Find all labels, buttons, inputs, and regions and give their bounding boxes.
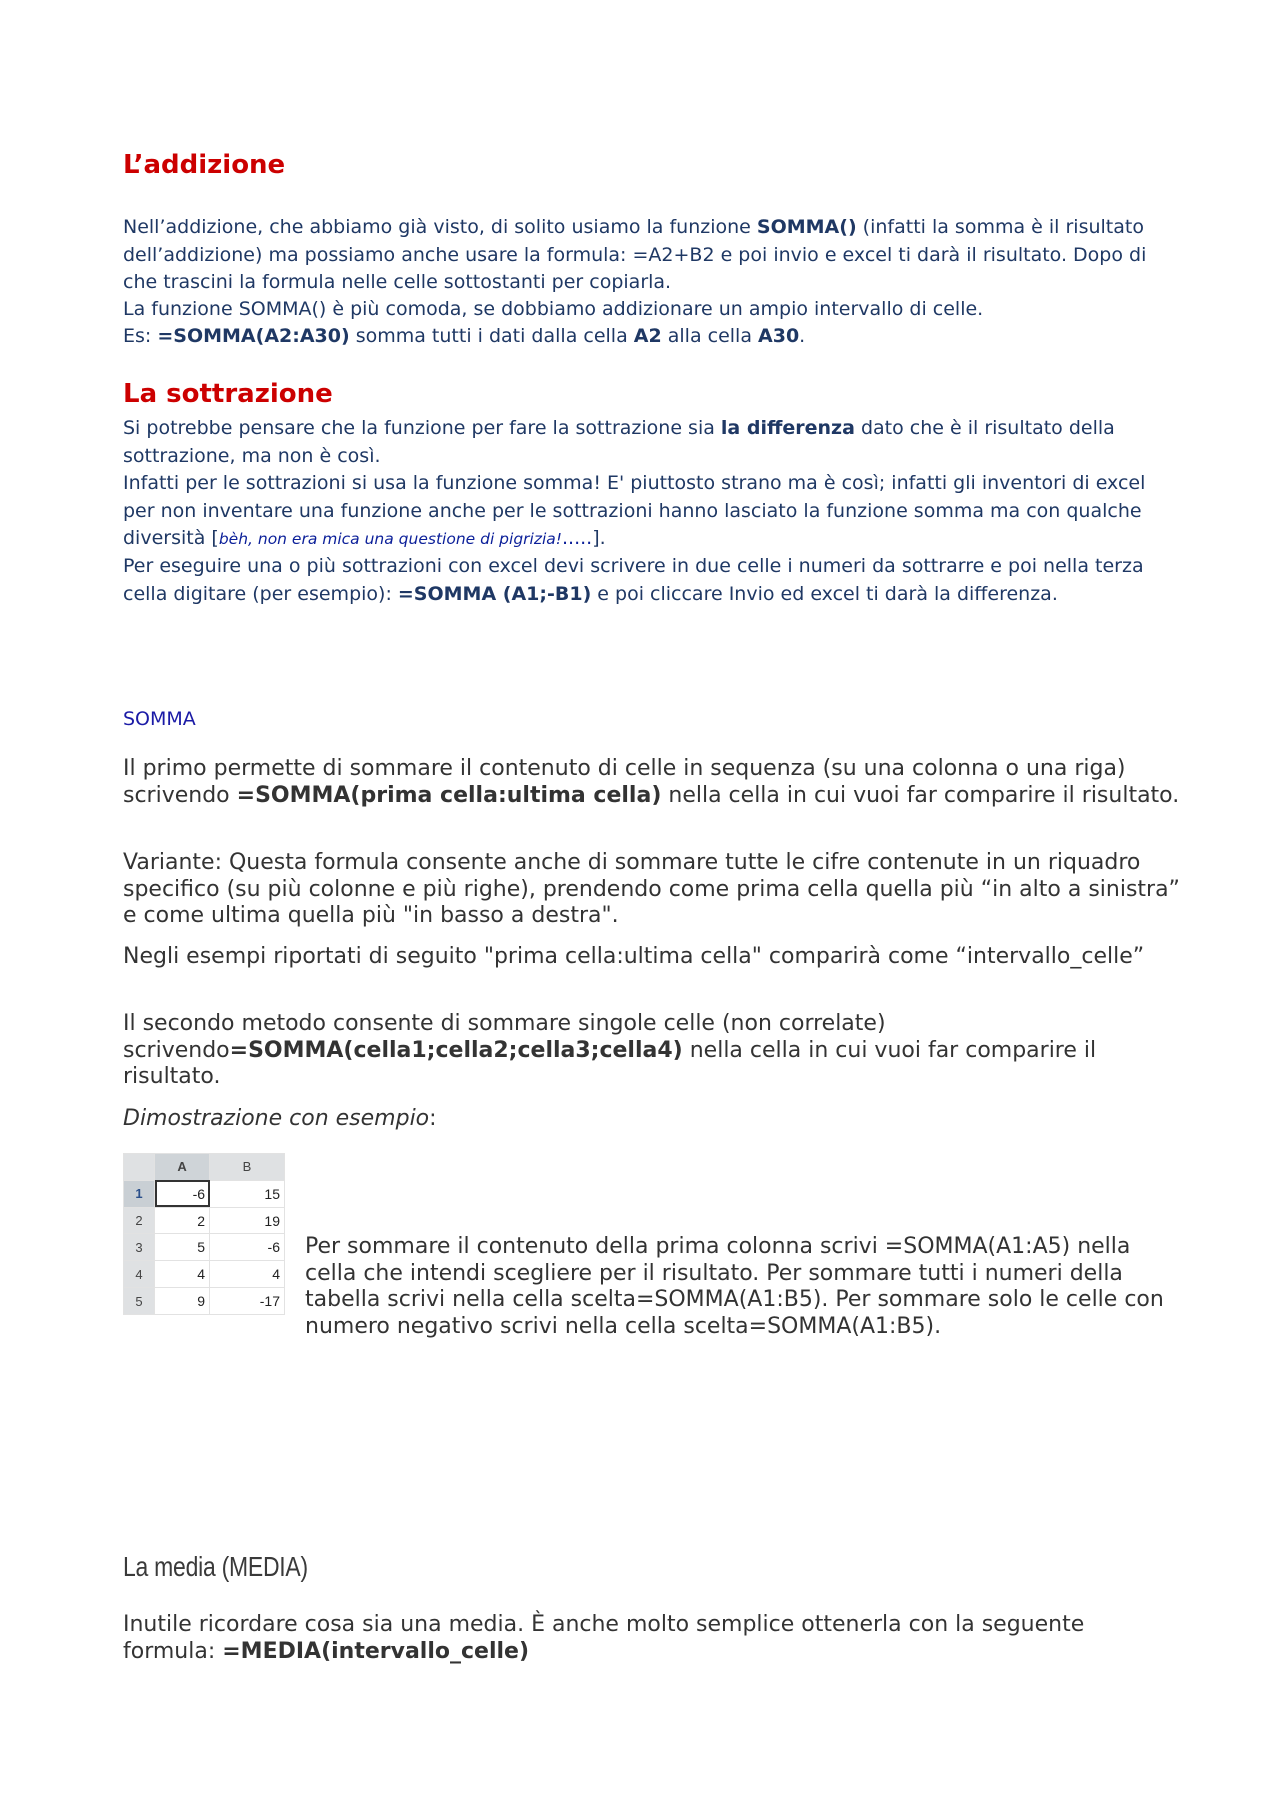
sottrazione-paragraph-3: Per eseguire una o più sottrazioni con excel devi scrivere in due celle i numeri da sottrarre e poi nella terza cella digitare (per esempio): =SOMMA (A1;-B1) e poi cliccare Invio ed excel ti darà la differenza. — [123, 555, 1144, 605]
addizione-paragraph-1: Nell’addizione, che abbiamo già visto, di solito usiamo la funzione SOMMA() (infatti la somma è il risultato dell’addizione) ma possiamo anche usare la formula: =A2+B2 e poi invio e excel ti darà il risultato. Dopo di che trascini la formula nelle celle sottostanti per copiarla. — [123, 216, 1147, 293]
row-header: 2 — [124, 1207, 155, 1234]
row-header: 5 — [124, 1288, 155, 1315]
column-header-a: A — [155, 1154, 210, 1181]
image-wrap-spacer — [123, 1234, 305, 1314]
sottrazione-paragraph-2: Infatti per le sottrazioni si usa la funzione somma! E' piuttosto strano ma è così; infatti gli inventori di excel per non inventare una funzione anche per le sottrazioni hanno lasciato la funzione somma ma con qualche diversità [bèh, non era mica una questione di pigrizia!.....]. — [123, 472, 1146, 549]
somma-paragraph-1: Il primo permette di sommare il contenuto di celle in sequenza (su una colonna o una riga) scrivendo =SOMMA(prima cella:ultima cella) nella cella in cui vuoi far comparire il risultato. — [123, 756, 1180, 808]
cell-b4: 4 — [210, 1261, 285, 1288]
cell-b1: 15 — [210, 1180, 285, 1207]
select-all-corner — [124, 1154, 155, 1181]
heading-addizione: L’addizione — [123, 150, 286, 180]
row-header: 1 — [124, 1180, 155, 1207]
media-paragraph-1: Inutile ricordare cosa sia una media. È anche molto semplice ottenerla con la seguente formula: =MEDIA(intervallo_celle) — [123, 1612, 1085, 1664]
cell-a2: 2 — [155, 1207, 210, 1234]
cell-b3: -6 — [210, 1234, 285, 1261]
cell-b2: 19 — [210, 1207, 285, 1234]
somma-paragraph-3: Negli esempi riportati di seguito "prima cella:ultima cella" comparirà come “intervallo_celle” — [123, 944, 1145, 969]
cell-a1: -6 — [155, 1180, 210, 1207]
addizione-paragraph-2: La funzione SOMMA() è più comoda, se dobbiamo addizionare un ampio intervallo di celle. — [123, 298, 984, 320]
heading-sottrazione: La sottrazione — [123, 379, 333, 409]
addizione-paragraph-3: Es: =SOMMA(A2:A30) somma tutti i dati dalla cella A2 alla cella A30. — [123, 325, 806, 347]
row-header: 3 — [124, 1234, 155, 1261]
table-row — [124, 1180, 285, 1207]
cell-a5: 9 — [155, 1288, 210, 1315]
aside-note: bèh, non era mica una questione di pigrizia! — [218, 530, 562, 548]
cell-a3: 5 — [155, 1234, 210, 1261]
heading-media: La media (MEDIA) — [123, 1551, 308, 1582]
demo-label: Dimostrazione con esempio: — [123, 1106, 437, 1131]
sottrazione-paragraph-1: Si potrebbe pensare che la funzione per fare la sottrazione sia la differenza dato che è il risultato della sottrazione, ma non è così. — [123, 417, 1115, 467]
cell-b5: -17 — [210, 1288, 285, 1315]
column-header-b: B — [210, 1154, 285, 1181]
somma-paragraph-2: Variante: Questa formula consente anche di sommare tutte le cifre contenute in un riquadro specifico (su più colonne e più righe), prendendo come prima cella quella più “in alto a sinistra” e come ultima quella più "in basso a destra". — [123, 850, 1180, 928]
somma-paragraph-4: Il secondo metodo consente di sommare singole celle (non correlate) scrivendo=SOMMA(cella1;cella2;cella3;cella4) nella cella in cui vuoi far comparire il risultato. — [123, 1011, 1097, 1089]
somma-label: SOMMA — [123, 708, 196, 730]
cell-a4: 4 — [155, 1261, 210, 1288]
table-row — [124, 1207, 285, 1234]
row-header: 4 — [124, 1261, 155, 1288]
header-row — [124, 1154, 285, 1181]
example-explanation: Per sommare il contenuto della prima colonna scrivi =SOMMA(A1:A5) nella cella che intendi scegliere per il risultato. Per sommare tutti i numeri della tabella scrivi nella cella scelta=SOMMA(A1:B5). Per sommare solo le celle con numero negativo scrivi nella cella scelta=SOMMA(A1:B5). — [123, 1234, 1183, 1340]
